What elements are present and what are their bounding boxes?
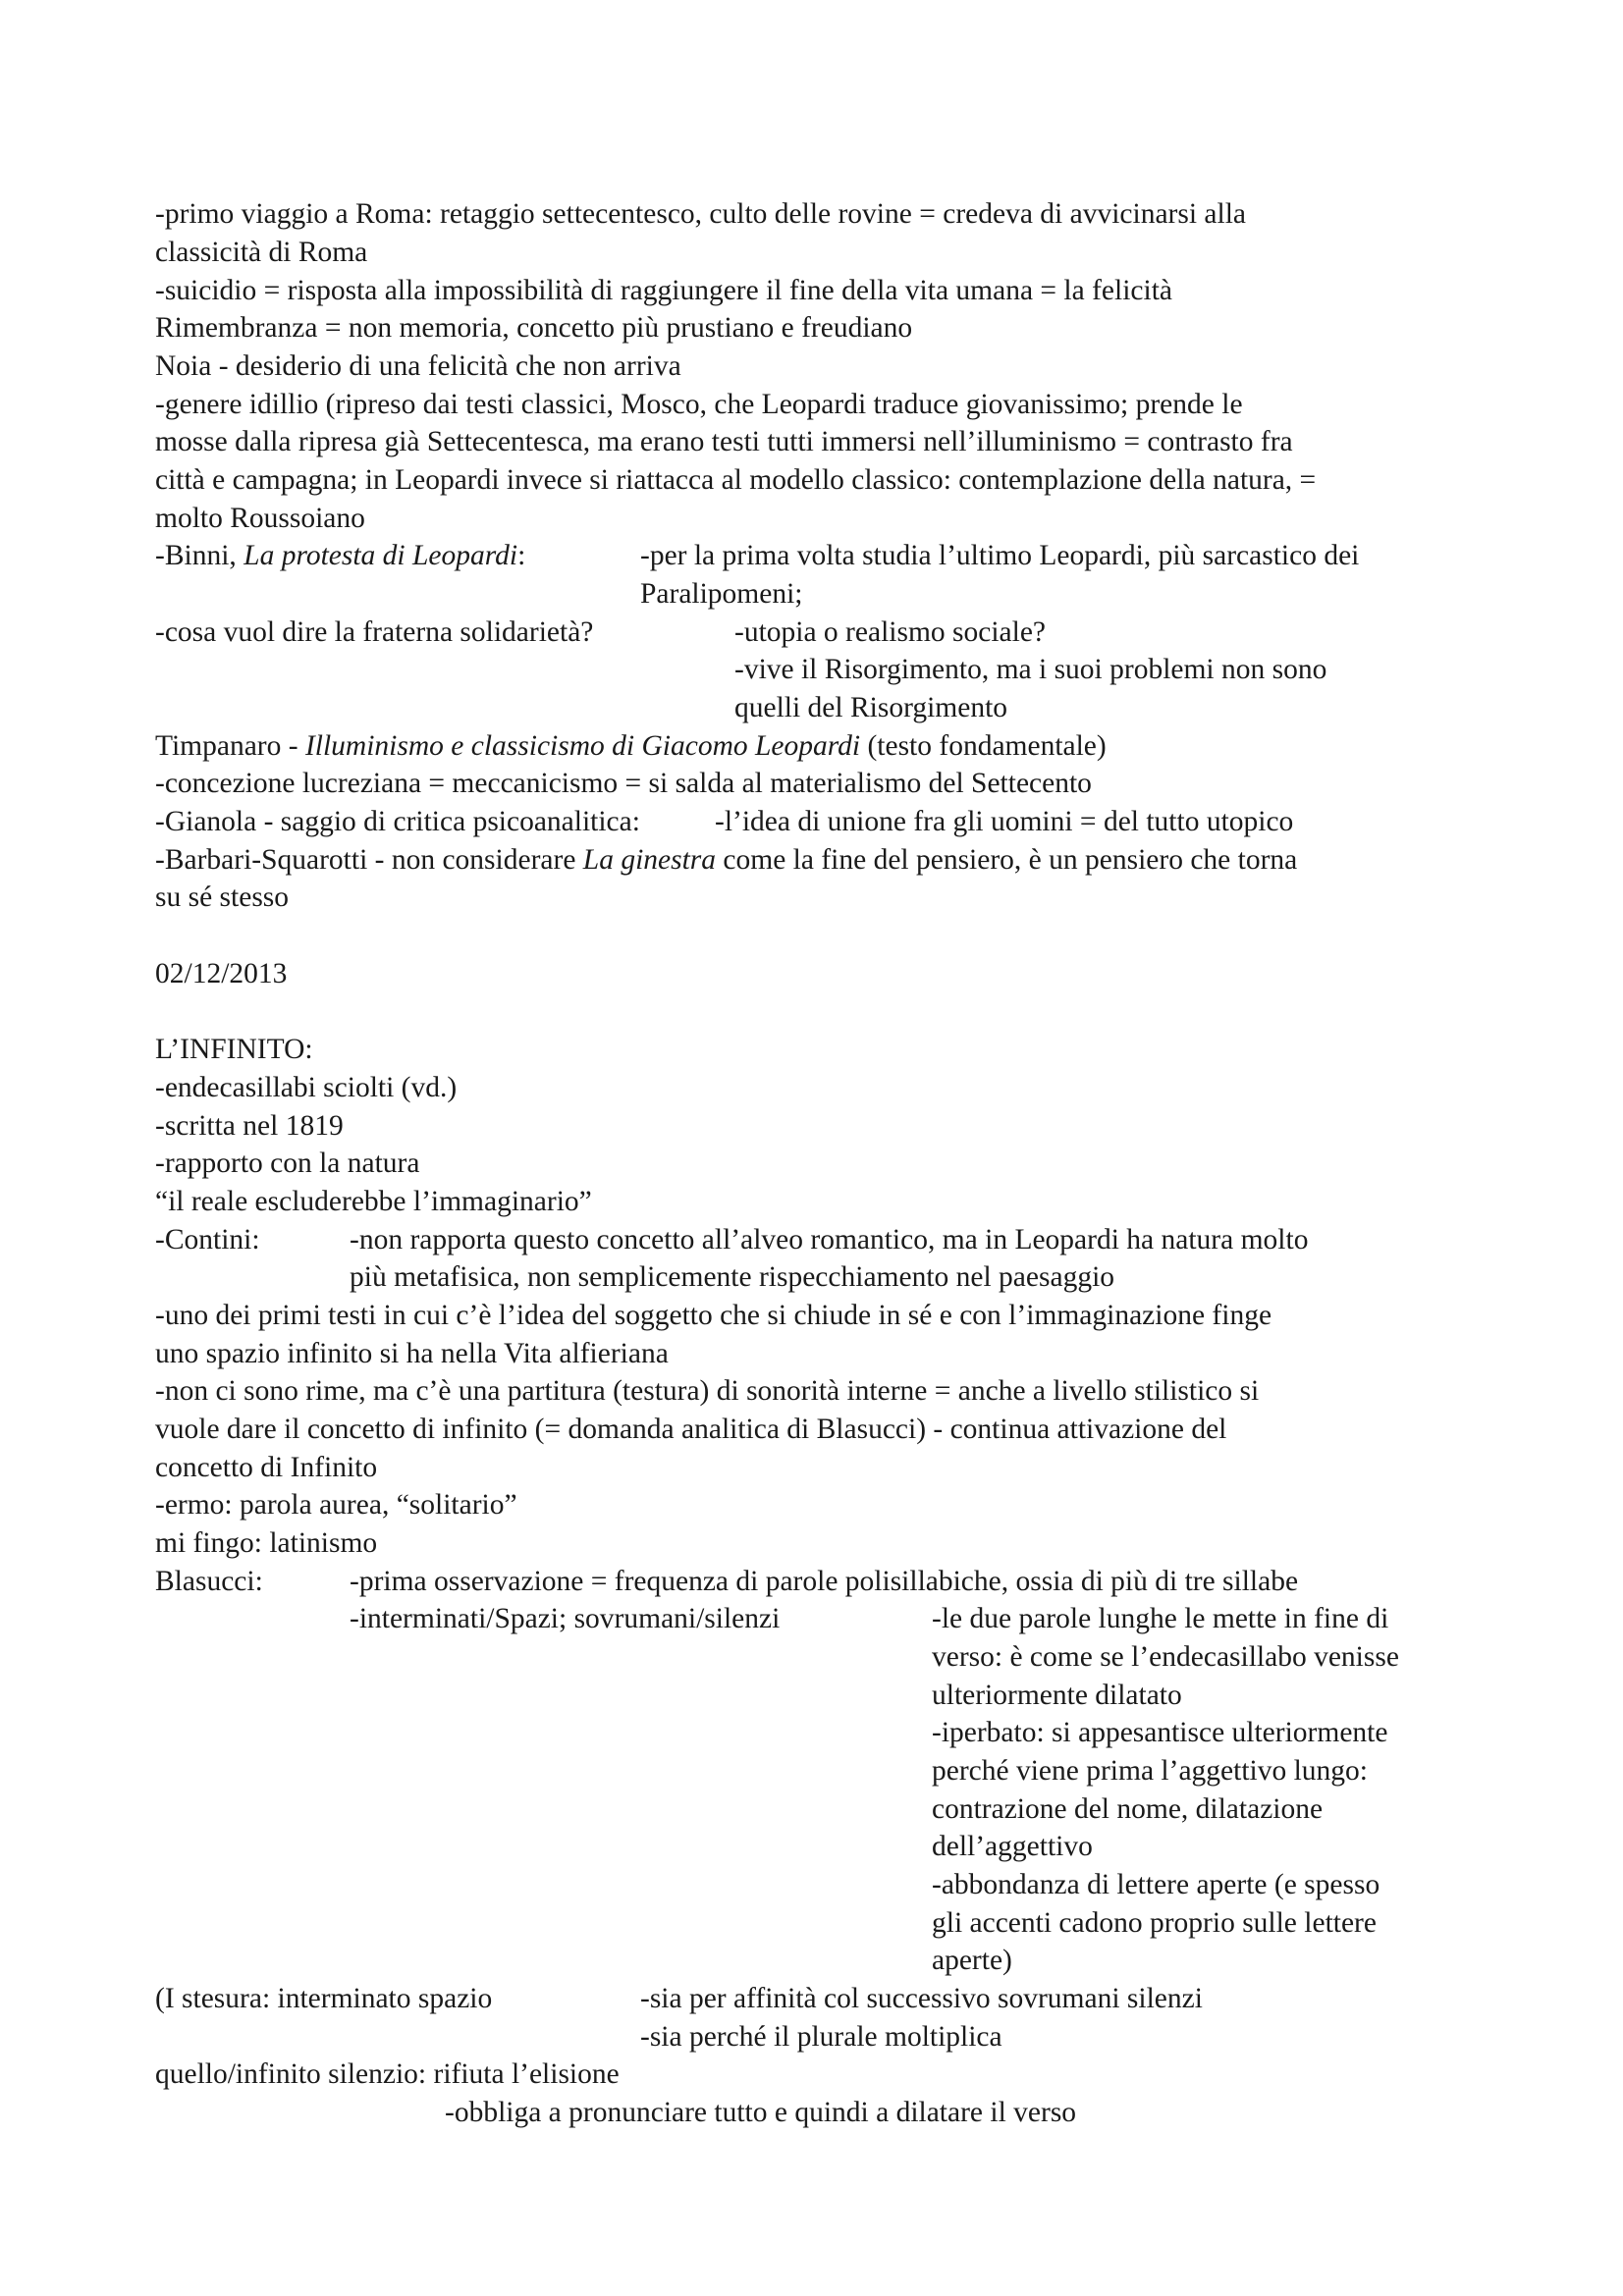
text-line: città e campagna; in Leopardi invece si riattacca al modello classico: contemplazione della natura, = xyxy=(155,464,1317,496)
text-line: -scritta nel 1819 xyxy=(155,1110,344,1142)
text-line: -sia perché il plurale moltiplica xyxy=(640,2021,1002,2053)
text-line: vuole dare il concetto di infinito (= domanda analitica di Blasucci) - continua attivazione del xyxy=(155,1414,1227,1445)
text-line: -l’idea di unione fra gli uomini = del tutto utopico xyxy=(715,806,1294,837)
text-line: Noia - desiderio di una felicità che non arriva xyxy=(155,350,681,382)
text-line: molto Roussoiano xyxy=(155,503,365,534)
text-line: “il reale escluderebbe l’immaginario” xyxy=(155,1186,592,1217)
text-line: concetto di Infinito xyxy=(155,1452,378,1483)
text-line: ulteriormente dilatato xyxy=(932,1680,1182,1711)
text-line: verso: è come se l’endecasillabo venisse xyxy=(932,1641,1399,1673)
text-line: Rimembranza = non memoria, concetto più prustiano e freudiano xyxy=(155,312,913,344)
text-line: uno spazio infinito si ha nella Vita alfieriana xyxy=(155,1338,669,1369)
text-span: come la fine del pensiero, è un pensiero che torna xyxy=(716,844,1298,876)
text-line: -le due parole lunghe le mette in fine di xyxy=(932,1603,1389,1634)
text-line xyxy=(155,537,525,575)
text-line: -suicidio = risposta alla impossibilità di raggiungere il fine della vita umana = la felicità xyxy=(155,275,1172,306)
text-line: -cosa vuol dire la fraterna solidarietà? xyxy=(155,616,594,648)
text-line: -uno dei primi testi in cui c’è l’idea del soggetto che si chiude in sé e con l’immaginazione finge xyxy=(155,1300,1272,1331)
text-line: quelli del Risorgimento xyxy=(734,692,1008,723)
text-line: gli accenti cadono proprio sulle lettere xyxy=(932,1907,1377,1939)
text-line: -utopia o realismo sociale? xyxy=(734,616,1047,648)
text-line: -obbliga a pronunciare tutto e quindi a dilatare il verso xyxy=(445,2097,1077,2128)
text-line: (I stesura: interminato spazio xyxy=(155,1983,493,2014)
book-title: La protesta di Leopardi xyxy=(243,540,518,571)
text-span: -Barbari-Squarotti - non considerare xyxy=(155,844,583,876)
date: 02/12/2013 xyxy=(155,958,288,989)
text-line: dell’aggettivo xyxy=(932,1831,1093,1862)
text-span: : xyxy=(517,540,526,571)
text-line: -ermo: parola aurea, “solitario” xyxy=(155,1489,517,1521)
book-title: Illuminismo e classicismo di Giacomo Leopardi xyxy=(304,730,861,762)
text-line: -prima osservazione = frequenza di parole polisillabiche, ossia di più di tre sillabe xyxy=(350,1566,1299,1597)
text-line: -Contini: xyxy=(155,1224,260,1255)
text-line: -per la prima volta studia l’ultimo Leopardi, più sarcastico dei xyxy=(640,540,1360,571)
text-line: -Gianola - saggio di critica psicoanalitica: xyxy=(155,806,640,837)
text-span: (testo fondamentale) xyxy=(860,730,1107,762)
book-title: La ginestra xyxy=(582,844,717,876)
text-line: -sia per affinità col successivo sovrumani silenzi xyxy=(640,1983,1203,2014)
text-line: contrazione del nome, dilatazione xyxy=(932,1793,1324,1825)
text-line: mi fingo: latinismo xyxy=(155,1527,378,1559)
text-line: aperte) xyxy=(932,1945,1012,1976)
text-line: -abbondanza di lettere aperte (e spesso xyxy=(932,1869,1380,1900)
text-line: Paralipomeni; xyxy=(640,578,803,610)
text-line: -rapporto con la natura xyxy=(155,1148,420,1179)
text-line: -genere idillio (ripreso dai testi classici, Mosco, che Leopardi traduce giovanissimo; prende le xyxy=(155,389,1243,420)
text-line: -non ci sono rime, ma c’è una partitura (testura) di sonorità interne = anche a livello stilistico si xyxy=(155,1375,1260,1407)
text-line: quello/infinito silenzio: rifiuta l’elisione xyxy=(155,2058,620,2090)
section-heading: L’INFINITO: xyxy=(155,1034,313,1065)
text-line xyxy=(155,841,1297,880)
text-line: -endecasillabi sciolti (vd.) xyxy=(155,1072,458,1103)
text-line: Blasucci: xyxy=(155,1566,263,1597)
text-span: -Binni, xyxy=(155,540,244,571)
text-line: perché viene prima l’aggettivo lungo: xyxy=(932,1755,1368,1787)
text-span: Timpanaro - xyxy=(155,730,305,762)
text-line: -interminati/Spazi; sovrumani/silenzi xyxy=(350,1603,781,1634)
text-line: -iperbato: si appesantisce ulteriormente xyxy=(932,1717,1388,1748)
text-line: -concezione lucreziana = meccanicismo = si salda al materialismo del Settecento xyxy=(155,768,1092,799)
text-line xyxy=(155,727,1107,766)
text-line: -primo viaggio a Roma: retaggio settecentesco, culto delle rovine = credeva di avvicinarsi alla xyxy=(155,198,1247,230)
text-line: -non rapporta questo concetto all’alveo romantico, ma in Leopardi ha natura molto xyxy=(350,1224,1309,1255)
text-line: mosse dalla ripresa già Settecentesca, ma erano testi tutti immersi nell’illuminismo = contrasto fra xyxy=(155,426,1293,457)
text-line: su sé stesso xyxy=(155,881,290,913)
text-line: -vive il Risorgimento, ma i suoi problemi non sono xyxy=(734,654,1327,685)
text-line: classicità di Roma xyxy=(155,237,368,268)
text-line: più metafisica, non semplicemente rispecchiamento nel paesaggio xyxy=(350,1261,1115,1293)
